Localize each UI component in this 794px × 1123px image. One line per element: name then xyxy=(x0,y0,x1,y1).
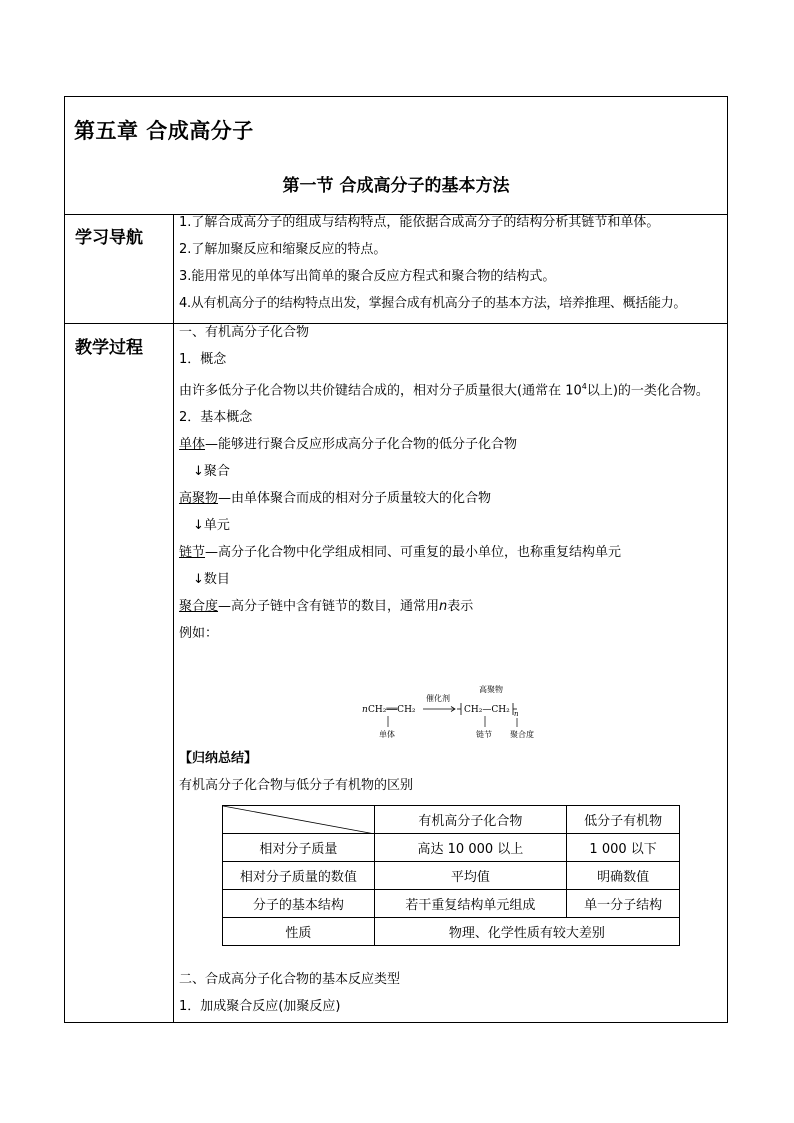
arrow-count: ↓数目 xyxy=(193,572,230,588)
guide-item: 2.了解加聚反应和缩聚反应的特点。 xyxy=(179,242,387,257)
heading-one: 一、有机高分子化合物 xyxy=(179,325,310,340)
term-polymer: 高聚物—由单体聚合而成的相对分子质量较大的化合物 xyxy=(179,491,492,507)
addition-polymerization-heading: 1．加成聚合反应(加聚反应) xyxy=(179,999,341,1014)
basic-concept-heading: 2．基本概念 xyxy=(179,410,253,426)
term-degree: 聚合度—高分子链中含有链节的数目，通常用n表示 xyxy=(179,599,474,615)
column-divider xyxy=(173,214,174,1022)
row-label: 相对分子质量 xyxy=(223,834,375,862)
cell-small-molecule: 单一分子结构 xyxy=(567,890,680,918)
row-label: 性质 xyxy=(223,918,375,946)
guide-label: 学习导航 xyxy=(75,228,143,248)
arrow-unit: ↓单元 xyxy=(193,518,230,534)
comparison-table xyxy=(222,805,680,946)
cell-polymer: 若干重复结构单元组成 xyxy=(374,890,567,918)
concept-text: 由许多低分子化合物以共价键结合成的，相对分子质量很大(通常在 $10^4$以上)的一类化合物。 xyxy=(179,382,709,399)
chapter-title: 第五章 合成高分子 xyxy=(74,119,254,143)
cell-merged: 物理、化学性质有较大差别 xyxy=(374,918,679,946)
diagonal-line xyxy=(223,806,375,834)
table-row xyxy=(223,862,680,890)
process-content xyxy=(179,319,725,647)
table-row xyxy=(223,918,680,946)
row-label: 相对分子质量的数值 xyxy=(223,862,375,890)
polymer-label: 高聚物 xyxy=(479,685,503,694)
table-row xyxy=(223,890,680,918)
term-chain-unit: 链节—高分子化合物中化学组成相同、可重复的最小单位，也称重复结构单元 xyxy=(179,545,622,561)
reactant-n: n xyxy=(362,705,368,715)
reactant-formula: CH₂══CH₂ xyxy=(368,705,416,715)
degree-label: 聚合度 xyxy=(510,730,534,739)
column-header: 有机高分子化合物 xyxy=(374,806,567,834)
guide-item: 1.了解合成高分子的组成与结构特点，能依据合成高分子的结构分析其链节和单体。 xyxy=(179,215,660,230)
concept-heading: 1．概念 xyxy=(179,352,227,367)
column-header: 低分子有机物 xyxy=(567,806,680,834)
guide-item: 4.从有机高分子的结构特点出发，掌握合成有机高分子的基本方法，培养推理、概括能力。 xyxy=(179,296,687,311)
guide-item: 3.能用常见的单体写出简单的聚合反应方程式和聚合物的结构式。 xyxy=(179,269,556,284)
cell-small-molecule: 明确数值 xyxy=(567,862,680,890)
summary-title: 【归纳总结】 xyxy=(179,751,258,766)
catalyst-label: 催化剂 xyxy=(426,694,450,703)
product-formula: CH₂—CH₂ xyxy=(464,705,510,715)
example-label: 例如： xyxy=(179,626,219,642)
table-row xyxy=(223,834,680,862)
guide-list xyxy=(179,209,725,317)
monomer-label: 单体 xyxy=(379,730,395,739)
arrow-polymerize: ↓聚合 xyxy=(193,464,230,480)
table-header-row xyxy=(223,806,680,834)
process-label: 教学过程 xyxy=(75,338,143,358)
subscript-n: n xyxy=(514,710,519,718)
summary-intro: 有机高分子化合物与低分子有机物的区别 xyxy=(179,778,414,793)
row-label: 分子的基本结构 xyxy=(223,890,375,918)
summary-block xyxy=(179,745,725,799)
document-frame xyxy=(64,96,728,1023)
corner-cell xyxy=(223,806,375,834)
section-two xyxy=(179,966,725,1020)
section-title: 第一节 合成高分子的基本方法 xyxy=(282,176,510,196)
term-monomer: 单体—能够进行聚合反应形成高分子化合物的低分子化合物 xyxy=(179,437,518,453)
cell-polymer: 高达 10 000 以上 xyxy=(374,834,567,862)
cell-polymer: 平均值 xyxy=(374,862,567,890)
chain-unit-label: 链节 xyxy=(476,730,492,739)
cell-small-molecule: 1 000 以下 xyxy=(567,834,680,862)
heading-two: 二、合成高分子化合物的基本反应类型 xyxy=(179,972,401,987)
polymerization-diagram xyxy=(360,683,560,743)
